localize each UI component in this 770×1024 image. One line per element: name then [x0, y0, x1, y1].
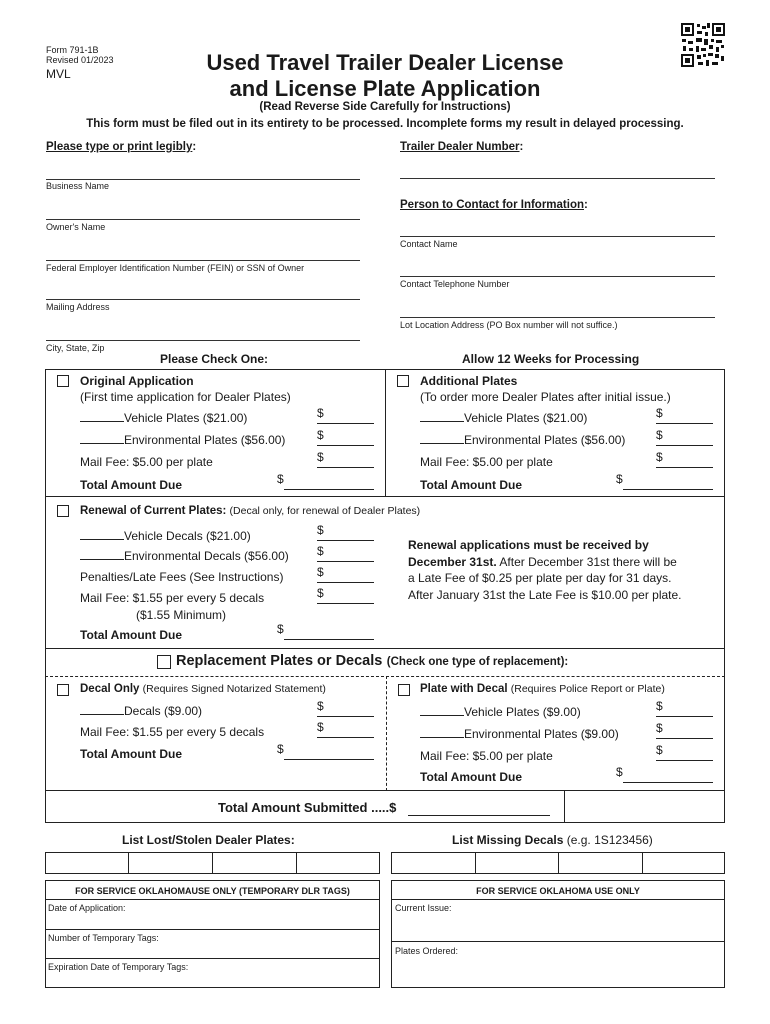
plate-env-row: Environmental Plates ($9.00): [420, 727, 619, 741]
plate-total-amount[interactable]: [623, 782, 713, 783]
renewal-env-row: Environmental Decals ($56.00): [80, 549, 289, 563]
currency-symbol: $: [616, 472, 623, 486]
original-application-note: (First time application for Dealer Plates): [80, 390, 291, 404]
plate-total-label: Total Amount Due: [420, 770, 522, 784]
lot-location-field[interactable]: [400, 317, 715, 318]
plate-with-decal-title: Plate with Decal (Requires Police Report or Plate): [420, 683, 665, 695]
plates-ordered-label: Plates Ordered:: [395, 946, 459, 956]
renewal-total-label: Total Amount Due: [80, 628, 182, 642]
decal-amount[interactable]: [317, 716, 374, 717]
lost-plate-cell[interactable]: [128, 852, 213, 874]
renewal-total-amount[interactable]: [284, 639, 374, 640]
decal-mail-fee-amount[interactable]: [317, 737, 374, 738]
plate-env-qty[interactable]: [420, 737, 464, 738]
missing-decal-cell[interactable]: [642, 852, 725, 874]
contact-name-field[interactable]: [400, 236, 715, 237]
currency-symbol: $: [277, 472, 284, 486]
renewal-penalties-label: Penalties/Late Fees (See Instructions): [80, 570, 284, 584]
additional-vehicle-amount[interactable]: [656, 423, 713, 424]
decal-total-label: Total Amount Due: [80, 747, 182, 761]
renewal-env-amount[interactable]: [317, 561, 374, 562]
plate-mail-fee-amount[interactable]: [656, 760, 713, 761]
divider-vertical: [385, 369, 386, 496]
replacement-checkbox[interactable]: [157, 655, 171, 669]
divider-horizontal: [45, 958, 380, 959]
renewal-mail-min: ($1.55 Minimum): [136, 608, 227, 622]
divider-horizontal: [45, 929, 380, 930]
number-of-temp-tags-label: Number of Temporary Tags:: [48, 933, 159, 943]
additional-env-row: Environmental Plates ($56.00): [420, 433, 625, 447]
currency-symbol: $: [656, 428, 663, 442]
currency-symbol: $: [317, 699, 324, 713]
lost-plate-cell[interactable]: [212, 852, 297, 874]
additional-plates-note: (To order more Dealer Plates after initial issue.): [420, 390, 671, 404]
currency-symbol: $: [656, 721, 663, 735]
original-vehicle-row: Vehicle Plates ($21.00): [80, 411, 247, 425]
renewal-env-qty[interactable]: [80, 559, 124, 560]
page-title: [150, 50, 620, 102]
currency-symbol: $: [317, 565, 324, 579]
divider-horizontal: [45, 648, 725, 649]
currency-symbol: $: [656, 699, 663, 713]
additional-vehicle-row: Vehicle Plates ($21.00): [420, 411, 587, 425]
lost-plates-label: List Lost/Stolen Dealer Plates:: [122, 833, 295, 847]
fein-label: Federal Employer Identification Number (FEIN) or SSN of Owner: [46, 263, 305, 273]
plate-mail-fee-label: Mail Fee: $5.00 per plate: [420, 749, 553, 763]
additional-env-amount[interactable]: [656, 445, 713, 446]
renewal-checkbox[interactable]: [57, 505, 69, 517]
divider-vertical: [564, 790, 565, 823]
missing-decals-label: List Missing Decals (e.g. 1S123456): [452, 833, 653, 847]
divider-horizontal: [391, 899, 725, 900]
divider-horizontal: [45, 790, 725, 791]
renewal-deadline-notice: Renewal applications must be received by December 31st. After December 31st there will be a Late Fee of $0.25 per plate per day for 31 days. After January 31st the Late Fee is $10.00 per plate.: [408, 538, 682, 602]
replacement-title: Replacement Plates or Decals (Check one type of replacement):: [176, 653, 569, 669]
office-use-heading: FOR SERVICE OKLAHOMA USE ONLY: [476, 886, 640, 896]
original-env-qty[interactable]: [80, 443, 124, 444]
office-use-box: [391, 880, 725, 988]
lost-plate-cell[interactable]: [296, 852, 380, 874]
original-mail-fee-label: Mail Fee: $5.00 per plate: [80, 455, 213, 469]
agency-code: MVL: [46, 67, 71, 81]
missing-decal-cell[interactable]: [475, 852, 559, 874]
divider-dashed: [45, 676, 725, 677]
renewal-vehicle-qty[interactable]: [80, 539, 124, 540]
plate-vehicle-qty[interactable]: [420, 715, 464, 716]
currency-symbol: $: [317, 523, 324, 537]
dealer-number-heading: Trailer Dealer Number:: [400, 141, 524, 153]
original-application-checkbox[interactable]: [57, 375, 69, 387]
original-application-title: Original Application: [80, 374, 194, 388]
currency-symbol: $: [317, 586, 324, 600]
additional-env-qty[interactable]: [420, 443, 464, 444]
dealer-number-field[interactable]: [400, 178, 715, 179]
contact-phone-field[interactable]: [400, 276, 715, 277]
contact-phone-label: Contact Telephone Number: [400, 279, 510, 289]
renewal-vehicle-row: Vehicle Decals ($21.00): [80, 529, 251, 543]
renewal-title: Renewal of Current Plates: (Decal only, for renewal of Dealer Plates): [80, 505, 421, 517]
title-line-2: and License Plate Application: [229, 76, 541, 101]
lot-location-label: Lot Location Address (PO Box number will not suffice.): [400, 320, 618, 330]
qr-code-icon: [680, 22, 726, 68]
check-one-label: Please Check One:: [160, 352, 269, 366]
decal-qty-row: Decals ($9.00): [80, 704, 202, 718]
original-vehicle-amount[interactable]: [317, 423, 374, 424]
renewal-mail-fee-label: Mail Fee: $1.55 per every 5 decals: [80, 591, 265, 605]
lost-plate-cell[interactable]: [45, 852, 129, 874]
contact-name-label: Contact Name: [400, 239, 458, 249]
decal-total-amount[interactable]: [284, 759, 374, 760]
currency-symbol: $: [656, 406, 663, 420]
divider-horizontal: [45, 496, 725, 497]
mailing-address-field[interactable]: [46, 299, 360, 300]
additional-total-label: Total Amount Due: [420, 478, 522, 492]
currency-symbol: $: [277, 622, 284, 636]
renewal-mail-fee-amount[interactable]: [317, 603, 374, 604]
currency-symbol: $: [317, 406, 324, 420]
title-line-1: Used Travel Trailer Dealer License: [206, 50, 564, 75]
city-state-zip-field[interactable]: [46, 340, 360, 341]
date-of-application-label: Date of Application:: [48, 903, 126, 913]
processing-notice: This form must be filed out in its entirety to be processed. Incomplete forms my result in delayed processing.: [86, 118, 684, 130]
additional-total-amount[interactable]: [623, 489, 713, 490]
currency-symbol: $: [277, 742, 284, 756]
total-submitted-amount[interactable]: [408, 815, 550, 816]
divider-dashed-vertical: [386, 676, 387, 791]
original-total-amount[interactable]: [284, 489, 374, 490]
decal-qty[interactable]: [80, 714, 124, 715]
office-use-temp-tags-heading: FOR SERVICE OKLAHOMAUSE ONLY (TEMPORARY DLR TAGS): [75, 886, 350, 896]
plate-vehicle-amount[interactable]: [656, 716, 713, 717]
currency-symbol: $: [616, 765, 623, 779]
original-env-row: Environmental Plates ($56.00): [80, 433, 285, 447]
print-legibly-heading: Please type or print legibly:: [46, 141, 197, 153]
missing-decal-cell[interactable]: [558, 852, 643, 874]
city-state-zip-label: City, State, Zip: [46, 343, 105, 353]
revised-date: Revised 01/2023: [46, 55, 114, 65]
currency-symbol: $: [656, 450, 663, 464]
original-vehicle-qty[interactable]: [80, 421, 124, 422]
currency-symbol: $: [317, 450, 324, 464]
decal-only-checkbox[interactable]: [57, 684, 69, 696]
decal-only-title: Decal Only (Requires Signed Notarized Statement): [80, 683, 326, 695]
temp-tag-expiration-label: Expiration Date of Temporary Tags:: [48, 962, 189, 972]
renewal-vehicle-amount[interactable]: [317, 540, 374, 541]
renewal-penalties-amount[interactable]: [317, 582, 374, 583]
instructions-subtitle: (Read Reverse Side Carefully for Instructions): [259, 101, 511, 113]
processing-time-label: Allow 12 Weeks for Processing: [462, 352, 640, 366]
currency-symbol: $: [317, 720, 324, 734]
mailing-address-label: Mailing Address: [46, 302, 110, 312]
currency-symbol: $: [317, 428, 324, 442]
additional-mail-fee-amount[interactable]: [656, 467, 713, 468]
business-name-field[interactable]: [46, 179, 360, 180]
plate-env-amount[interactable]: [656, 738, 713, 739]
fein-field[interactable]: [46, 260, 360, 261]
decal-mail-fee-label: Mail Fee: $1.55 per every 5 decals: [80, 725, 265, 739]
currency-symbol: $: [656, 743, 663, 757]
additional-vehicle-qty[interactable]: [420, 421, 464, 422]
current-issue-label: Current Issue:: [395, 903, 452, 913]
form-number: Form 791-1B: [46, 45, 99, 55]
owner-name-label: Owner's Name: [46, 222, 106, 232]
original-mail-fee-amount[interactable]: [317, 467, 374, 468]
missing-decal-cell[interactable]: [391, 852, 476, 874]
additional-mail-fee-label: Mail Fee: $5.00 per plate: [420, 455, 553, 469]
divider-horizontal: [391, 941, 725, 942]
plate-vehicle-row: Vehicle Plates ($9.00): [420, 705, 581, 719]
contact-heading: Person to Contact for Information:: [400, 199, 588, 211]
business-name-label: Business Name: [46, 181, 110, 191]
original-total-label: Total Amount Due: [80, 478, 182, 492]
owner-name-field[interactable]: [46, 219, 360, 220]
total-submitted-label: Total Amount Submitted .....$: [218, 800, 397, 815]
currency-symbol: $: [317, 544, 324, 558]
divider-horizontal: [45, 899, 380, 900]
additional-plates-title: Additional Plates: [420, 374, 518, 388]
plate-with-decal-checkbox[interactable]: [398, 684, 410, 696]
additional-plates-checkbox[interactable]: [397, 375, 409, 387]
original-env-amount[interactable]: [317, 445, 374, 446]
